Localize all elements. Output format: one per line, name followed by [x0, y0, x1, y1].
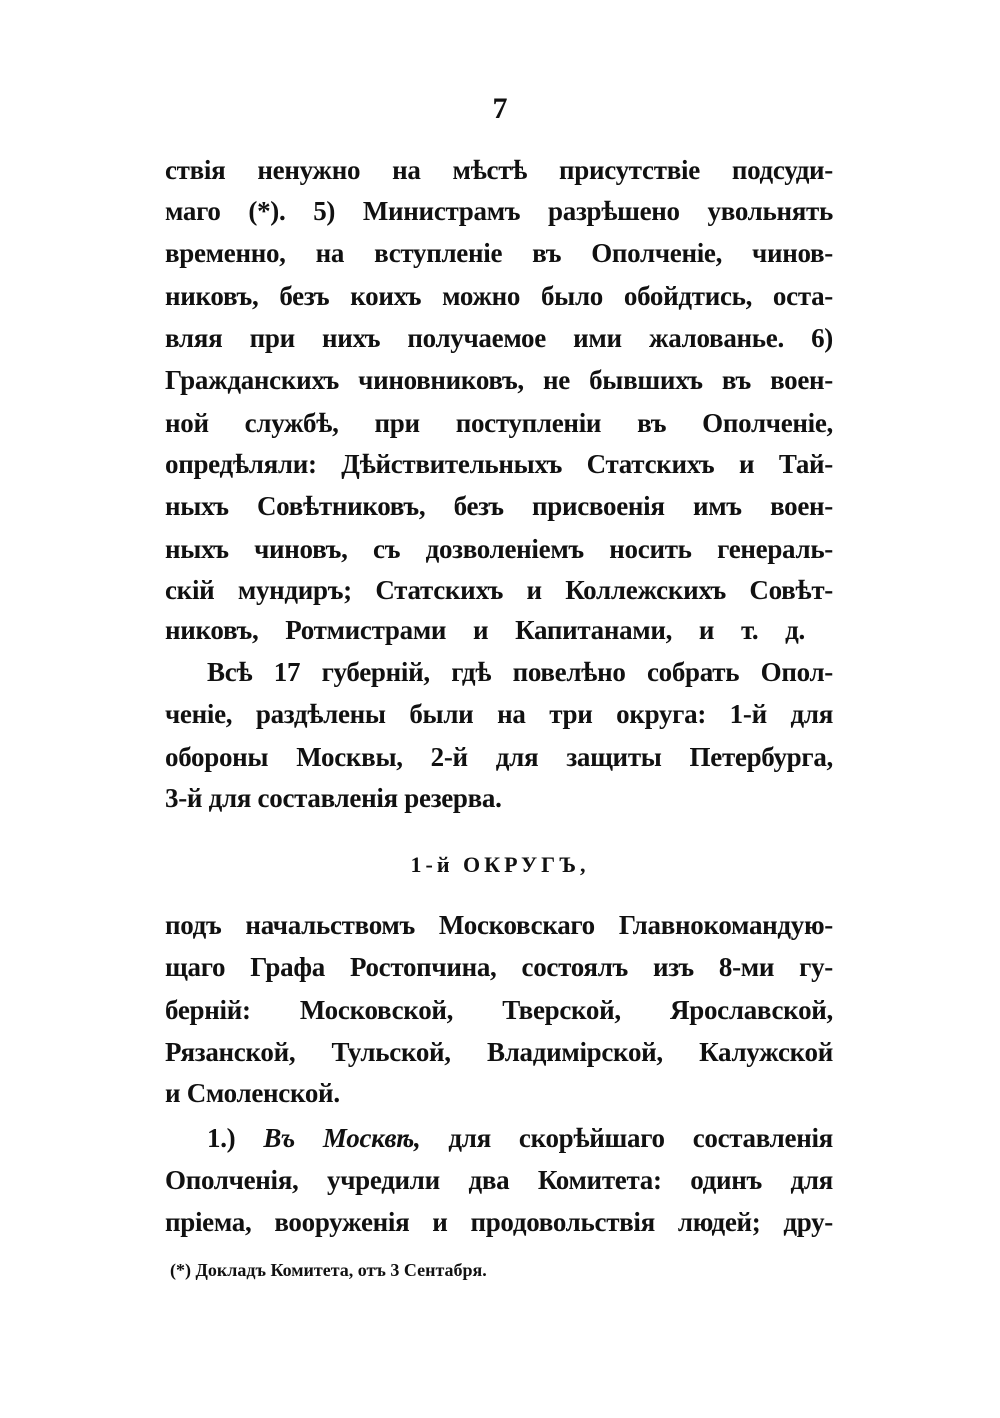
- text-line: никовъ, Ротмистрами и Капитанами, и т. д.: [165, 615, 805, 645]
- text-line: подъ начальствомъ Московскаго Главнокомандую-: [165, 910, 833, 940]
- text-line: ныхъ чиновъ, съ дозволеніемъ носить генераль-: [165, 534, 833, 564]
- text-line: скій мундиръ; Статскихъ и Коллежскихъ Совѣт-: [165, 575, 833, 605]
- italic-place: Въ Москвѣ,: [263, 1123, 421, 1153]
- section-heading: 1-й ОКРУГЪ,: [410, 852, 590, 877]
- text-line: пріема, вооруженія и продовольствія людей; дру-: [165, 1207, 833, 1237]
- text-line: Всѣ 17 губерній, гдѣ повелѣно собрать Опол-: [207, 657, 833, 687]
- text-line: щаго Графа Ростопчина, состоялъ изъ 8-ми гу-: [165, 952, 833, 982]
- text-line: [207, 1121, 833, 1155]
- page-number: 7: [492, 92, 508, 125]
- text-line: берній: Московской, Тверской, Ярославской,: [165, 995, 833, 1025]
- text-line: 3-й для составленія резерва.: [165, 783, 502, 813]
- text-line: вляя при нихъ получаемое ими жалованье. 6): [165, 323, 833, 353]
- text-line: временно, на вступленіе въ Ополченіе, чинов-: [165, 238, 833, 268]
- text-line: ченіе, раздѣлены были на три округа: 1-й для: [165, 699, 833, 729]
- text-line: и Смоленской.: [165, 1078, 340, 1108]
- text-line: ной службѣ, при поступленіи въ Ополченіе,: [165, 408, 833, 438]
- text-line: ныхъ Совѣтниковъ, безъ присвоенія имъ воен-: [165, 491, 833, 521]
- text-line: Ополченія, учредили два Комитета: одинъ для: [165, 1165, 833, 1195]
- footnote: (*) Докладъ Комитета, отъ 3 Сентабря.: [170, 1260, 487, 1280]
- text-line: никовъ, безъ коихъ можно было обойдтись, оста-: [165, 281, 833, 311]
- text-line: опредѣляли: Дѣйствительныхъ Статскихъ и Тай-: [165, 449, 833, 479]
- line-rest: для скорѣйшаго составленія: [448, 1123, 833, 1153]
- item-number: 1.): [207, 1123, 236, 1153]
- text-line: Гражданскихъ чиновниковъ, не бывшихъ въ воен-: [165, 365, 833, 395]
- text-line: ствія ненужно на мѣстѣ присутствіе подсуди-: [165, 155, 833, 185]
- text-line: обороны Москвы, 2-й для защиты Петербурга,: [165, 742, 833, 772]
- text-line: Рязанской, Тульской, Владимірской, Калужской: [165, 1037, 833, 1067]
- text-line: маго (*). 5) Министрамъ разрѣшено увольнять: [165, 196, 833, 226]
